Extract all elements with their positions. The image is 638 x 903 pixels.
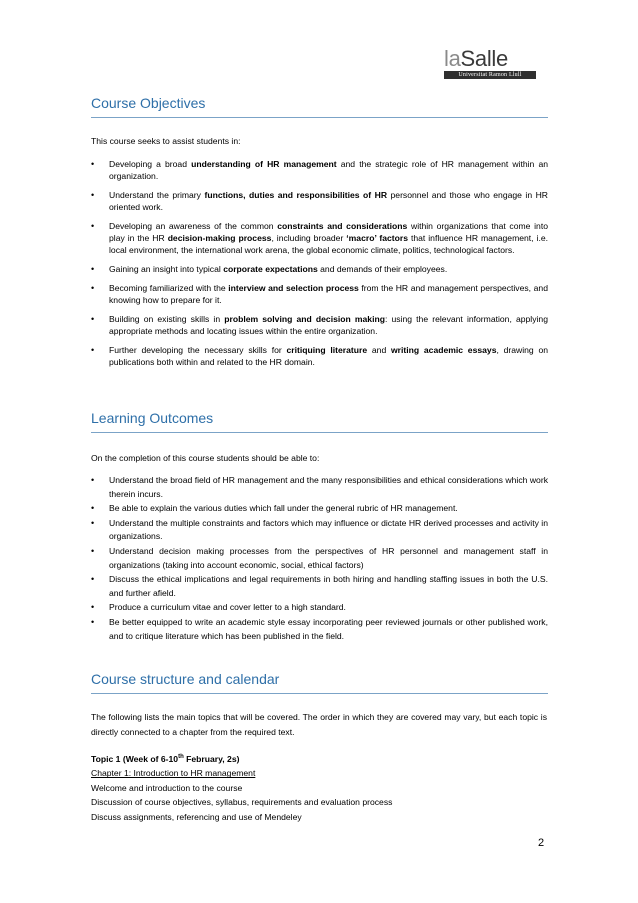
objective-text: and bbox=[367, 345, 391, 355]
objective-bold-text: writing academic essays bbox=[390, 345, 497, 355]
objective-text: : using the relevant information, applying appropriate methods and locating issues within the entire organization. bbox=[109, 314, 548, 336]
logo-tagline: Universitat Ramon Llull bbox=[444, 71, 536, 79]
topic-1-heading-post: February, 2s) bbox=[183, 753, 240, 764]
objective-text: from the HR and management perspectives, and knowing how to prepare for it. bbox=[109, 283, 548, 305]
topic-1-chapter: Chapter 1: Introduction to HR management bbox=[91, 768, 256, 779]
objective-text: , including broader bbox=[271, 233, 347, 243]
objective-bold-text: problem solving and decision making bbox=[224, 314, 385, 324]
objective-item bbox=[91, 220, 548, 256]
objective-item bbox=[91, 158, 548, 182]
objectives-list bbox=[91, 158, 548, 375]
objective-item bbox=[91, 263, 548, 275]
topic-1-heading-pre: Topic 1 (Week of 6-10 bbox=[91, 753, 179, 764]
topic-1-line: Discuss assignments, referencing and use of Mendeley bbox=[91, 811, 302, 822]
objective-bold-text: ‘macro’ factors bbox=[346, 233, 408, 243]
objective-text: Becoming familiarized with the bbox=[109, 283, 229, 293]
objective-bold-text: functions, duties and responsibilities of HR bbox=[204, 190, 388, 200]
logo-salle: Salle bbox=[460, 46, 508, 71]
objective-text: personnel and those who engage in HR oriented work. bbox=[109, 190, 548, 212]
topic-1-heading-sup: th bbox=[178, 754, 184, 760]
outcome-item: • Understand decision making processes from the perspectives of HR personnel and management staff in organizations (taking into account economic, social, ethical factors) bbox=[91, 545, 548, 572]
objective-bold-text: critiquing literature bbox=[286, 345, 368, 355]
outcome-item: • Understand the multiple constraints and factors which may influence or dictate HR derived processes and activity in organizations. bbox=[91, 517, 548, 544]
objective-text: that influence HR management, i.e. local environment, the international work arena, the global economic climate, politics, technological factors. bbox=[109, 233, 548, 255]
objective-item bbox=[91, 189, 548, 213]
structure-intro: The following lists the main topics that will be covered. The order in which they are covered may vary, but each topic is directly connected to a chapter from the required text. bbox=[91, 712, 547, 737]
topic-1 bbox=[91, 750, 548, 824]
outcomes-intro: On the completion of this course students should be able to: bbox=[91, 453, 320, 463]
outcome-item: • Produce a curriculum vitae and cover letter to a high standard. bbox=[91, 601, 548, 615]
outcome-item: • Be able to explain the various duties which fall under the general rubric of HR management. bbox=[91, 502, 548, 516]
structure-title: Course structure and calendar bbox=[91, 671, 280, 687]
objective-bold-text: corporate expectations bbox=[223, 264, 318, 274]
objective-item bbox=[91, 282, 548, 306]
objectives-rule bbox=[91, 117, 548, 118]
objective-item bbox=[91, 344, 548, 368]
objective-text: Developing an awareness of the common bbox=[109, 221, 278, 231]
topic-1-line: Welcome and introduction to the course bbox=[91, 782, 243, 793]
outcomes-list bbox=[91, 474, 548, 644]
objectives-title: Course Objectives bbox=[91, 95, 206, 111]
topic-1-heading bbox=[91, 750, 548, 766]
outcome-item: • Be better equipped to write an academic style essay incorporating peer reviewed journals or other published work, and to critique literature which has been published in the field. bbox=[91, 616, 548, 643]
objectives-intro: This course seeks to assist students in: bbox=[91, 136, 241, 146]
outcomes-rule bbox=[91, 432, 548, 433]
objective-bold-text: interview and selection process bbox=[228, 283, 359, 293]
objective-text: Building on existing skills in bbox=[109, 314, 225, 324]
objective-text: , drawing on publications both within and related to the HR domain. bbox=[109, 345, 549, 367]
objective-item bbox=[91, 313, 548, 337]
objective-text: and the strategic role of HR management within an organization. bbox=[109, 159, 548, 181]
objective-bold-text: decision-making process bbox=[167, 233, 272, 243]
topic-1-line: Discussion of course objectives, syllabus, requirements and evaluation process bbox=[91, 797, 393, 808]
outcome-item: • Understand the broad field of HR management and the many responsibilities and ethical considerations which work therein incurs. bbox=[91, 474, 548, 501]
page-number: 2 bbox=[538, 837, 545, 849]
objective-text: Understand the primary bbox=[109, 190, 205, 200]
objective-text: Further developing the necessary skills for bbox=[109, 345, 287, 355]
logo-wordmark bbox=[444, 48, 536, 70]
objective-text: Developing a broad bbox=[109, 159, 192, 169]
objective-text: and demands of their employees. bbox=[317, 264, 448, 274]
outcome-item: • Discuss the ethical implications and legal requirements in both hiring and handling staffing issues in both the U.S. and further afield. bbox=[91, 573, 548, 600]
objective-text: Gaining an insight into typical bbox=[109, 264, 224, 274]
objective-bold-text: understanding of HR management bbox=[191, 159, 337, 169]
objective-bold-text: constraints and considerations bbox=[277, 221, 408, 231]
structure-rule bbox=[91, 693, 548, 694]
logo-la: la bbox=[444, 46, 461, 71]
outcomes-title: Learning Outcomes bbox=[91, 410, 214, 426]
lasalle-logo bbox=[444, 48, 536, 79]
objective-text: within organizations that come into play in the HR bbox=[109, 221, 548, 243]
